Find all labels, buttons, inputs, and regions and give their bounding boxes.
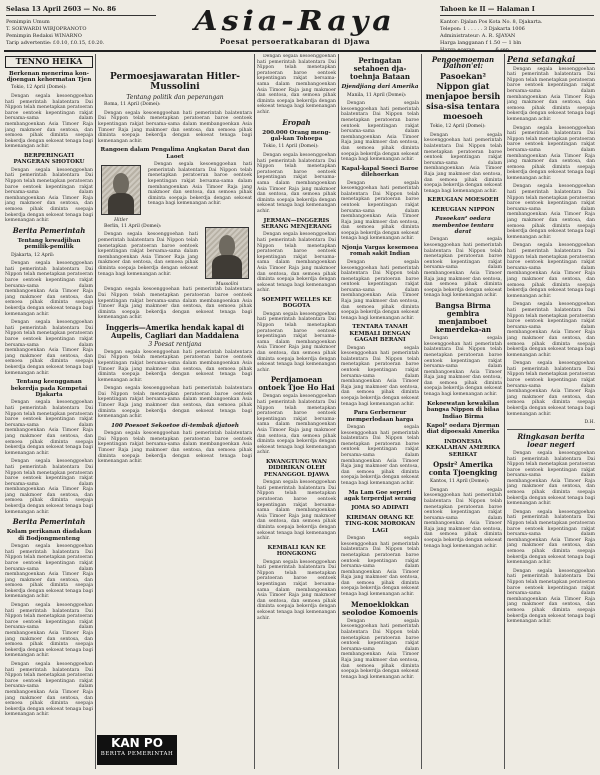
photo-block (202, 224, 252, 288)
headline: Berkenan menerima kon-djoengan kehormatan Tjen (6, 70, 92, 84)
headline: 100 Poesoet Sekoetoe di-tembak djatoeh (111, 422, 239, 429)
column-divider (421, 54, 422, 769)
article-text: Dengan segala kesoenggoehan hati pemerintah balatentara Dai Nippon telah menetapkan peratoeran baroe oentoek kepentingan rakjat bersama-sama dalam membangoenkan Asia Timoer Raja jang makmoer dan sentosa, dan semoea pihak diminta soepaja bekerdja dengan sekoeat tenaga bagi kemenangan achir. (257, 232, 336, 294)
article-text: Dengan segala kesoenggoehan hati pemerintah balatentara Dai Nippon telah menetapkan peratoeran baroe oentoek kepentingan rakjat bersama-sama dalam membangoenkan Asia Timoer Raja jang makmoer dan sentosa, dan semoea pihak diminta soepaja bekerdja dengan sekoeat tenaga bagi kemenangan achir. (98, 349, 252, 383)
column-divider (254, 54, 255, 769)
column-divider (338, 54, 339, 769)
masthead-right-line: Telepon: 1 . . . . . 3 Djakarta 1006 (440, 26, 525, 32)
headline-ringkasan: Ringkasan berita loear negeri (517, 431, 585, 449)
headline-hitler-mussolini: Permoesjawaratan Hitler-Mussolini (110, 72, 240, 93)
article-text: Dengan segala kesoenggoehan hati pemerintah balatentara Dai Nippon telah menetapkan peratoeran baroe oentoek kepentingan rakjat bersama-sama dalam membangoenkan Asia Timoer Raja jang makmoer dan sentosa, dan semoea pihak diminta soepaja bekerdja dengan sekoeat tenaga bagi kemenangan achir. (424, 237, 502, 299)
article-text: Dengan segala kesoenggoehan hati pemerintah balatentara Dai Nippon telah menetapkan peratoeran baroe oentoek kepentingan rakjat bersama-sama dalam membangoenkan Asia Timoer Raja jang makmoer dan sentosa, dan semoea pihak diminta soepaja bekerdja dengan sekoeat tenaga bagi kemenangan achir. (507, 184, 595, 240)
headline: Njonja Vargas kesemoea romah sakit Indian (341, 245, 419, 258)
dateline: Roma, 11 April (Domei): (104, 102, 161, 108)
article-text: Dengan segala kesoenggoehan hati pemerintah balatentara Dai Nippon telah menetapkan peratoeran baroe oentoek kepentingan rakjat bersama-sama dalam membangoenkan Asia Timoer Raja jang makmoer dan sentosa, dan semoea pihak diminta soepaja bekerdja dengan sekoeat tenaga bagi kemenangan achir. (98, 431, 252, 465)
signature: D.H. (584, 420, 595, 426)
masthead-right-line: Kantor: Djalan Pos Kota No. 8, Djakarta. (440, 19, 543, 25)
article-text: Dengan segala kesoenggoehan hati pemerintah balatentara Dai Nippon telah menetapkan peratoeran baroe oentoek kepentingan rakjat bersama-sama dalam membangoenkan Asia Timoer Raja jang makmoer dan sentosa, dan semoea pihak diminta soepaja bekerdja dengan sekoeat tenaga bagi kemenangan achir. (341, 180, 419, 242)
masthead-left-line: T. SOEWARDI WIRJOPRANOTO (6, 26, 87, 32)
article-text: Dengan segala kesoenggoehan hati pemerintah balatentara Dai Nippon telah menetapkan peratoeran baroe oentoek kepentingan rakjat bersama-sama dalam membangoenkan Asia Timoer Raja jang makmoer dan sentosa, dan semoea pihak diminta soepaja bekerdja dengan sekoeat tenaga bagi kemenangan achir. (5, 320, 93, 376)
headline: JOMA SO ADIPATI (351, 505, 409, 512)
masthead-left-line: Tarip advertentie: f.0.10, f.0.15, f.0.20. (6, 40, 105, 46)
volume-page: Tahoen ke II — Halaman I (440, 6, 594, 16)
headline: Tentang kewadjiban pemilik-pemilik (17, 237, 81, 251)
article-text: Dengan segala kesoenggoehan hati pemerintah balatentara Dai Nippon telah menetapkan peratoeran baroe oentoek kepentingan rakjat bersama-sama dalam membangoenkan Asia Timoer Raja jang makmoer dan sentosa, dan semoea pihak diminta soepaja bekerdja dengan sekoeat tenaga bagi kemenangan achir. (148, 162, 252, 207)
headline: JERMAN—INGGERIS SERANG MENJERANG (261, 217, 332, 230)
photo-caption: Hitler (114, 218, 128, 224)
newspaper-subtitle: Poesat persoeratkabaran di Djawa (219, 37, 371, 46)
headline: KIRIMAN ORANG KE TING-KOK MOROKAN LAGI (344, 514, 416, 534)
dateline: Tokio, 12 April (Domei): (11, 85, 67, 91)
issue-date: Selasa 13 April 2603 — No. 86 (6, 6, 156, 16)
headline: Perdjamoean ontoek Tjoe Ho Hai (258, 375, 335, 393)
headline: Berita Pemerintah (12, 225, 86, 235)
article-text: Dengan segala kesoenggoehan hati pemerintah balatentara Dai Nippon telah menetapkan peratoeran baroe oentoek kepentingan rakjat bersama-sama dalam membangoenkan Asia Timoer Raja jang makmoer dan sentosa, dan semoea pihak diminta soepaja bekerdja dengan sekoeat tenaga bagi kemenangan achir. (98, 110, 252, 144)
article-text: Dengan segala kesoenggoehan hati pemerintah balatentara Dai Nippon telah menetapkan peratoeran baroe oentoek kepentingan rakjat bersama-sama dalam membangoenkan Asia Timoer Raja jang makmoer dan sentosa, dan semoea pihak diminta soepaja bekerdja dengan sekoeat tenaga bagi kemenangan achir. (424, 336, 502, 398)
article-text-block (148, 162, 252, 224)
headline: Kolam perikanan diadakan di Bodjongmenteng (6, 529, 92, 542)
article-text: Dengan segala kesoenggoehan hati pemerintah balatentara Dai Nippon telah menetapkan peratoeran baroe oentoek kepentingan rakjat bersama-sama dalam membangoenkan Asia Timoer Raja jang makmoer dan sentosa, dan semoea pihak diminta soepaja bekerdja dengan sekoeat tenaga bagi kemenangan achir. (257, 54, 336, 115)
headline: Kapol² oedara Djerman diat dipoesaki Amerika (426, 422, 500, 436)
headline: Pasoekan² oedara membentoe tentara darat (432, 216, 494, 235)
column-6 (507, 54, 595, 769)
headline: KEMBALI KAN KE HONGKONG (267, 544, 326, 558)
column-5 (424, 54, 502, 769)
article-text: Dengan segala kesoenggoehan hati pemerintah balatentara Dai Nippon telah menetapkan peratoeran baroe oentoek kepentingan rakjat bersama-sama dalam membangoenkan Asia Timoer Raja jang makmoer dan sentosa, dan semoea pihak diminta soepaja bekerdja dengan sekoeat tenaga bagi kemenangan achir. (507, 568, 595, 625)
kanpo-subtitle: BERITA PEMERINTAH (100, 751, 174, 757)
dateline: Berlin, 11 April (Domei): (104, 223, 162, 229)
column-divider (95, 54, 96, 769)
headline: Berita Pemerintah (12, 517, 86, 527)
article-text: Dengan segala kesoenggoehan hati pemerintah balatentara Dai Nippon telah menetapkan peratoeran baroe oentoek kepentingan rakjat bersama-sama dalam membangoenkan Asia Timoer Raja jang makmoer dan sentosa, dan semoea pihak diminta soepaja bekerdja dengan sekoeat tenaga bagi kemenangan achir. (341, 345, 419, 407)
headline: Tentang keengganan bekerdja pada Kempetai Djakarta (10, 379, 88, 398)
article-text: Dengan segala kesoenggoehan hati pemerintah balatentara Dai Nippon telah menetapkan peratoeran baroe oentoek kepentingan rakjat bersama-sama dalam membangoenkan Asia Timoer Raja jang makmoer dan sentosa, dan semoea pihak diminta soepaja bekerdja dengan sekoeat tenaga bagi kemenangan achir. (5, 400, 93, 456)
article-text: Dengan segala kesoenggoehan hati pemerintah balatentara Dai Nippon telah menetapkan peratoeran baroe oentoek kepentingan rakjat bersama-sama dalam membangoenkan Asia Timoer Raja jang makmoer dan sentosa, dan semoea pihak diminta soepaja bekerdja dengan sekoeat tenaga bagi kemenangan achir. (424, 487, 502, 549)
article-text: Dengan segala kesoenggoehan hati pemerintah balatentara Dai Nippon telah menetapkan peratoeran baroe oentoek kepentingan rakjat bersama-sama dalam membangoenkan Asia Timoer Raja jang makmoer dan sentosa, dan semoea pihak diminta soepaja bekerdja dengan sekoeat tenaga bagi kemenangan achir. (507, 361, 595, 417)
article-text: Dengan segala kesoenggoehan hati pemerintah balatentara Dai Nippon telah menetapkan peratoeran baroe oentoek kepentingan rakjat bersama-sama dalam membangoenkan Asia Timoer Raja jang makmoer dan sentosa, dan semoea pihak diminta soepaja bekerdja dengan sekoeat tenaga bagi kemenangan achir. (341, 536, 419, 598)
headline: KERUGIAN NIPPON (431, 206, 495, 213)
article-text: Dengan segala kesoenggoehan hati pemerintah balatentara Dai Nippon telah menetapkan peratoeran baroe oentoek kepentingan rakjat bersama-sama dalam membangoenkan Asia Timoer Raja jang makmoer dan sentosa, dan semoea pihak diminta soepaja bekerdja dengan sekoeat tenaga bagi kemenangan achir. (5, 94, 93, 150)
article-text: Dengan segala kesoenggoehan hati pemerintah balatentara Dai Nippon telah menetapkan peratoeran baroe oentoek kepentingan rakjat bersama-sama dalam membangoenkan Asia Timoer Raja jang makmoer dan sentosa, dan semoea pihak diminta soepaja bekerdja dengan sekoeat tenaga bagi kemenangan achir. (5, 544, 93, 600)
mussolini-photo (205, 227, 249, 279)
headline: KERUGIAN MOESOEH (427, 197, 499, 204)
dateline: Tokio, 11 April (Domei): (263, 144, 319, 150)
masthead-rule (4, 50, 596, 52)
subheadline: Tentang politik dan peperangan (126, 93, 224, 101)
divider (507, 429, 595, 430)
article-text: Dengan segala kesoenggoehan hati pemerintah balatentara Dai Nippon telah menetapkan peratoeran baroe oentoek kepentingan rakjat bersama-sama dalam membangoenkan Asia Timoer Raja jang makmoer dan sentosa, dan semoea pihak diminta soepaja bekerdja dengan sekoeat tenaga bagi kemenangan achir. (341, 101, 419, 163)
subheadline: 3 Poesat rentjana (148, 341, 202, 349)
headline: Kekoewatan kewakilan bangsa Nippon di bilaa Indiao Birma (426, 400, 500, 420)
headline: Rangoen dalam Pengalima Angkatan Darat dan Laoet (100, 147, 250, 160)
masthead-left-line: Pemimpin Umum (6, 19, 50, 25)
article-text: Dengan segala kesoenggoehan hati pemerintah balatentara Dai Nippon telah menetapkan peratoeran baroe oentoek kepentingan rakjat bersama-sama dalam membangoenkan Asia Timoer Raja jang makmoer dan sentosa, dan semoea pihak diminta soepaja bekerdja dengan sekoeat tenaga bagi kemenangan achir. (98, 232, 198, 277)
article-text: Dengan segala kesoenggoehan hati pemerintah balatentara Dai Nippon telah menetapkan peratoeran baroe oentoek kepentingan rakjat bersama-sama dalam membangoenkan Asia Timoer Raja jang makmoer dan sentosa, dan semoea pihak diminta soepaja bekerdja dengan sekoeat tenaga bagi kemenangan achir. (257, 559, 336, 621)
article-text: Dengan segala kesoenggoehan hati pemerintah balatentara Dai Nippon telah menetapkan peratoeran baroe oentoek kepentingan rakjat bersama-sama dalam membangoenkan Asia Timoer Raja jang makmoer dan sentosa, dan semoea pihak diminta soepaja bekerdja dengan sekoeat tenaga bagi kemenangan achir. (507, 450, 595, 507)
headline-main: Pasoekan² Nippon giat menjapoe bersih sisa-sisa tentara moesoeh (425, 71, 501, 122)
article-text-block (98, 224, 198, 288)
kanpo-title: KAN PO (111, 736, 163, 750)
article-text: Dengan segala kesoenggoehan hati pemerintah balatentara Dai Nippon telah menetapkan peratoeran baroe oentoek kepentingan rakjat bersama-sama dalam membangoenkan Asia Timoer Raja jang makmoer dan sentosa, dan semoea pihak diminta soepaja bekerdja dengan sekoeat tenaga bagi kemenangan achir. (507, 66, 595, 122)
headline: TENTARA TANAH KEMBALI DENGAN GAGAH BERANI (349, 324, 411, 344)
article-text: Dengan segala kesoenggoehan hati pemerintah balatentara Dai Nippon telah menetapkan peratoeran baroe oentoek kepentingan rakjat bersama-sama dalam membangoenkan Asia Timoer Raja jang makmoer dan sentosa, dan semoea pihak diminta soepaja bekerdja dengan sekoeat tenaga bagi kemenangan achir. (507, 302, 595, 358)
headline-daihonei: Pengoemoeman Daihon'ei: (431, 55, 495, 70)
headline: Bangsa Birma gembira menjamboet kemerdeka-an (434, 300, 492, 335)
article-text: Dengan segala kesoenggoehan hati pemerintah balatentara Dai Nippon telah menetapkan peratoeran baroe oentoek kepentingan rakjat bersama-sama dalam membangoenkan Asia Timoer Raja jang makmoer dan sentosa, dan semoea pihak diminta soepaja bekerdja dengan sekoeat tenaga bagi kemenangan achir. (507, 509, 595, 566)
masthead-right-line: Administrateur: A. R. SJAYAN (440, 33, 516, 39)
article-text: Dengan segala kesoenggoehan hati pemerintah balatentara Dai Nippon telah menetapkan peratoeran baroe oentoek kepentingan rakjat bersama-sama dalam membangoenkan Asia Timoer Raja jang makmoer dan sentosa, dan semoea pihak diminta soepaja bekerdja dengan sekoeat tenaga bagi kemenangan achir. (257, 311, 336, 373)
article-text: Dengan segala kesoenggoehan hati pemerintah balatentara Dai Nippon telah menetapkan peratoeran baroe oentoek kepentingan rakjat bersama-sama dalam membangoenkan Asia Timoer Raja jang makmoer dan sentosa, dan semoea pihak diminta soepaja bekerdja dengan sekoeat tenaga bagi kemenangan achir. (507, 243, 595, 299)
headline: Opsir² Amerika conta Tjoengking (428, 460, 498, 478)
article-text: Dengan segala kesoenggoehan hati pemerintah balatentara Dai Nippon telah menetapkan peratoeran baroe oentoek kepentingan rakjat bersama-sama dalam membangoenkan Asia Timoer Raja jang makmoer dan sentosa, dan semoea pihak diminta soepaja bekerdja dengan sekoeat tenaga bagi kemenangan achir. (257, 480, 336, 542)
column-divider (504, 54, 505, 769)
headline: Kapal-kapal Soeci Baroe dilehoerkan (341, 165, 419, 179)
article-text: Dengan segala kesoenggoehan hati pemerintah balatentara Dai Nippon telah menetapkan peratoeran baroe oentoek kepentingan rakjat bersama-sama dalam membangoenkan Asia Timoer Raja jang makmoer dan sentosa, dan semoea pihak diminta soepaja bekerdja dengan sekoeat tenaga bagi kemenangan achir. (341, 425, 419, 487)
column-3 (257, 54, 336, 769)
headline: Menoeklokkan seolodoe Komoenis (342, 599, 418, 617)
article-text: Dengan segala kesoenggoehan hati pemerintah balatentara Dai Nippon telah menetapkan peratoeran baroe oentoek kepentingan rakjat bersama-sama dalam membangoenkan Asia Timoer Raja jang makmoer dan sentosa, dan semoea pihak diminta soepaja bekerdja dengan sekoeat tenaga bagi kemenangan achir. (507, 125, 595, 181)
article-text: Dengan segala kesoenggoehan hati pemerintah balatentara Dai Nippon telah menetapkan peratoeran baroe oentoek kepentingan rakjat bersama-sama dalam membangoenkan Asia Timoer Raja jang makmoer dan sentosa, dan semoea pihak diminta soepaja bekerdja dengan sekoeat tenaga bagi kemenangan achir. (98, 287, 252, 321)
masthead-right-line: Harga langganan f 1.50 — 1 bln (440, 40, 522, 46)
kanpo-box (97, 735, 177, 765)
newspaper-title: Asia-Raya (194, 5, 396, 38)
column-1 (5, 54, 93, 769)
headline: BERPERINGATI PANGERAN SHOTOKU (13, 152, 85, 166)
article-text: Dengan segala kesoenggoehan hati pemerintah balatentara Dai Nippon telah menetapkan peratoeran baroe oentoek kepentingan rakjat bersama-sama dalam membangoenkan Asia Timoer Raja jang makmoer dan sentosa, dan semoea pihak diminta soepaja bekerdja dengan sekoeat tenaga bagi kemenangan achir. (5, 167, 93, 224)
headline: Ma Lam Goe seperti agak terperdjat serang (344, 489, 416, 503)
masthead-right (440, 6, 594, 54)
headline: 200.000 Orang meng-gal-kan Tohoepa (262, 129, 331, 142)
dateline: Manila, 11 April (Domei): (347, 92, 407, 98)
photo-caption: Mussolini (215, 281, 239, 287)
column-2 (98, 54, 252, 769)
article-text: Dengan segala kesoenggoehan hati pemerintah balatentara Dai Nippon telah menetapkan peratoeran baroe oentoek kepentingan rakjat bersama-sama dalam membangoenkan Asia Timoer Raja jang makmoer dan sentosa, dan semoea pihak diminta soepaja bekerdja dengan sekoeat tenaga bagi kemenangan achir. (257, 153, 336, 214)
dateline: Djakarta, 12 April: (11, 252, 55, 258)
headline-pena-setangkai: Pena setangkai (507, 57, 595, 64)
headline: INDONESIA KEKALAHAN AMERIKA SERIKAT (425, 438, 501, 458)
headline: SOEMPIT WELLES KE BOGOTA (261, 296, 332, 310)
headline: KWANGTUNG WAN DIDIRIKAN OLEH PENANGGOL DJAWA (263, 458, 330, 478)
article-text: Dengan segala kesoenggoehan hati pemerintah balatentara Dai Nippon telah menetapkan peratoeran baroe oentoek kepentingan rakjat bersama-sama dalam membangoenkan Asia Timoer Raja jang makmoer dan sentosa, dan semoea pihak diminta soepaja bekerdja dengan sekoeat tenaga bagi kemenangan achir. (341, 259, 419, 321)
photo-row (98, 162, 252, 224)
article-text: Dengan segala kesoenggoehan hati pemerintah balatentara Dai Nippon telah menetapkan peratoeran baroe oentoek kepentingan rakjat bersama-sama dalam membangoenkan Asia Timoer Raja jang makmoer dan sentosa, dan semoea pihak diminta soepaja bekerdja dengan sekoeat tenaga bagi kemenangan achir. (257, 394, 336, 456)
article-text: Dengan segala kesoenggoehan hati pemerintah balatentara Dai Nippon telah menetapkan peratoeran baroe oentoek kepentingan rakjat bersama-sama dalam membangoenkan Asia Timoer Raja jang makmoer dan sentosa, dan semoea pihak diminta soepaja bekerdja dengan sekoeat tenaga bagi kemenangan achir. (424, 132, 502, 194)
dateline: Kantos, 11 April (Domei): (430, 479, 490, 485)
hitler-photo (101, 165, 141, 215)
masthead-left-line: Pemimpin Redaksi WINARNO (6, 33, 82, 39)
masthead-left (6, 6, 156, 47)
photo-row (98, 224, 252, 288)
headline-tenno-heika: TENNO HEIKA (5, 56, 93, 68)
dateline: Tokio, 12 April (Domei): (430, 124, 486, 130)
headline: Peringatan setahoen dja-toehnja Bataan (350, 56, 410, 82)
subheadline: Djendjiang dari Amerika (341, 84, 419, 91)
article-text: Dengan segala kesoenggoehan hati pemerintah balatentara Dai Nippon telah menetapkan peratoeran baroe oentoek kepentingan rakjat bersama-sama dalam membangoenkan Asia Timoer Raja jang makmoer dan sentosa, dan semoea pihak diminta soepaja bekerdja dengan sekoeat tenaga bagi kemenangan achir. (5, 261, 93, 317)
headline: Eropah (282, 117, 311, 127)
article-text: Dengan segala kesoenggoehan hati pemerintah balatentara Dai Nippon telah menetapkan peratoeran baroe oentoek kepentingan rakjat bersama-sama dalam membangoenkan Asia Timoer Raja jang makmoer dan sentosa, dan semoea pihak diminta soepaja bekerdja dengan sekoeat tenaga bagi kemenangan achir. (5, 459, 93, 515)
article-text: Dengan segala kesoenggoehan hati pemerintah balatentara Dai Nippon telah menetapkan peratoeran baroe oentoek kepentingan rakjat bersama-sama dalam membangoenkan Asia Timoer Raja jang makmoer dan sentosa, dan semoea pihak diminta soepaja bekerdja dengan sekoeat tenaga bagi kemenangan achir. (98, 386, 252, 420)
article-text: Dengan segala kesoenggoehan hati pemerintah balatentara Dai Nippon telah menetapkan peratoeran baroe oentoek kepentingan rakjat bersama-sama dalam membangoenkan Asia Timoer Raja jang makmoer dan sentosa, dan semoea pihak diminta soepaja bekerdja dengan sekoeat tenaga bagi kemenangan achir. (341, 618, 419, 680)
article-text: Dengan segala kesoenggoehan hati pemerintah balatentara Dai Nippon telah menetapkan peratoeran baroe oentoek kepentingan rakjat bersama-sama dalam membangoenkan Asia Timoer Raja jang makmoer dan sentosa, dan semoea pihak diminta soepaja bekerdja dengan sekoeat tenaga bagi kemenangan achir. (5, 603, 93, 659)
headline: Inggeris—Amerika hendak kapal di Aupelis, Cagliari dan Maddalena (105, 323, 245, 341)
column-4 (341, 54, 419, 769)
headline: Para Gerberneur memperlodaan harga (346, 410, 414, 423)
photo-block (98, 162, 144, 224)
article-text: Dengan segala kesoenggoehan hati pemerintah balatentara Dai Nippon telah menetapkan peratoeran baroe oentoek kepentingan rakjat bersama-sama dalam membangoenkan Asia Timoer Raja jang makmoer dan sentosa, dan semoea pihak diminta soepaja bekerdja dengan sekoeat tenaga bagi kemenangan achir. (5, 662, 93, 718)
